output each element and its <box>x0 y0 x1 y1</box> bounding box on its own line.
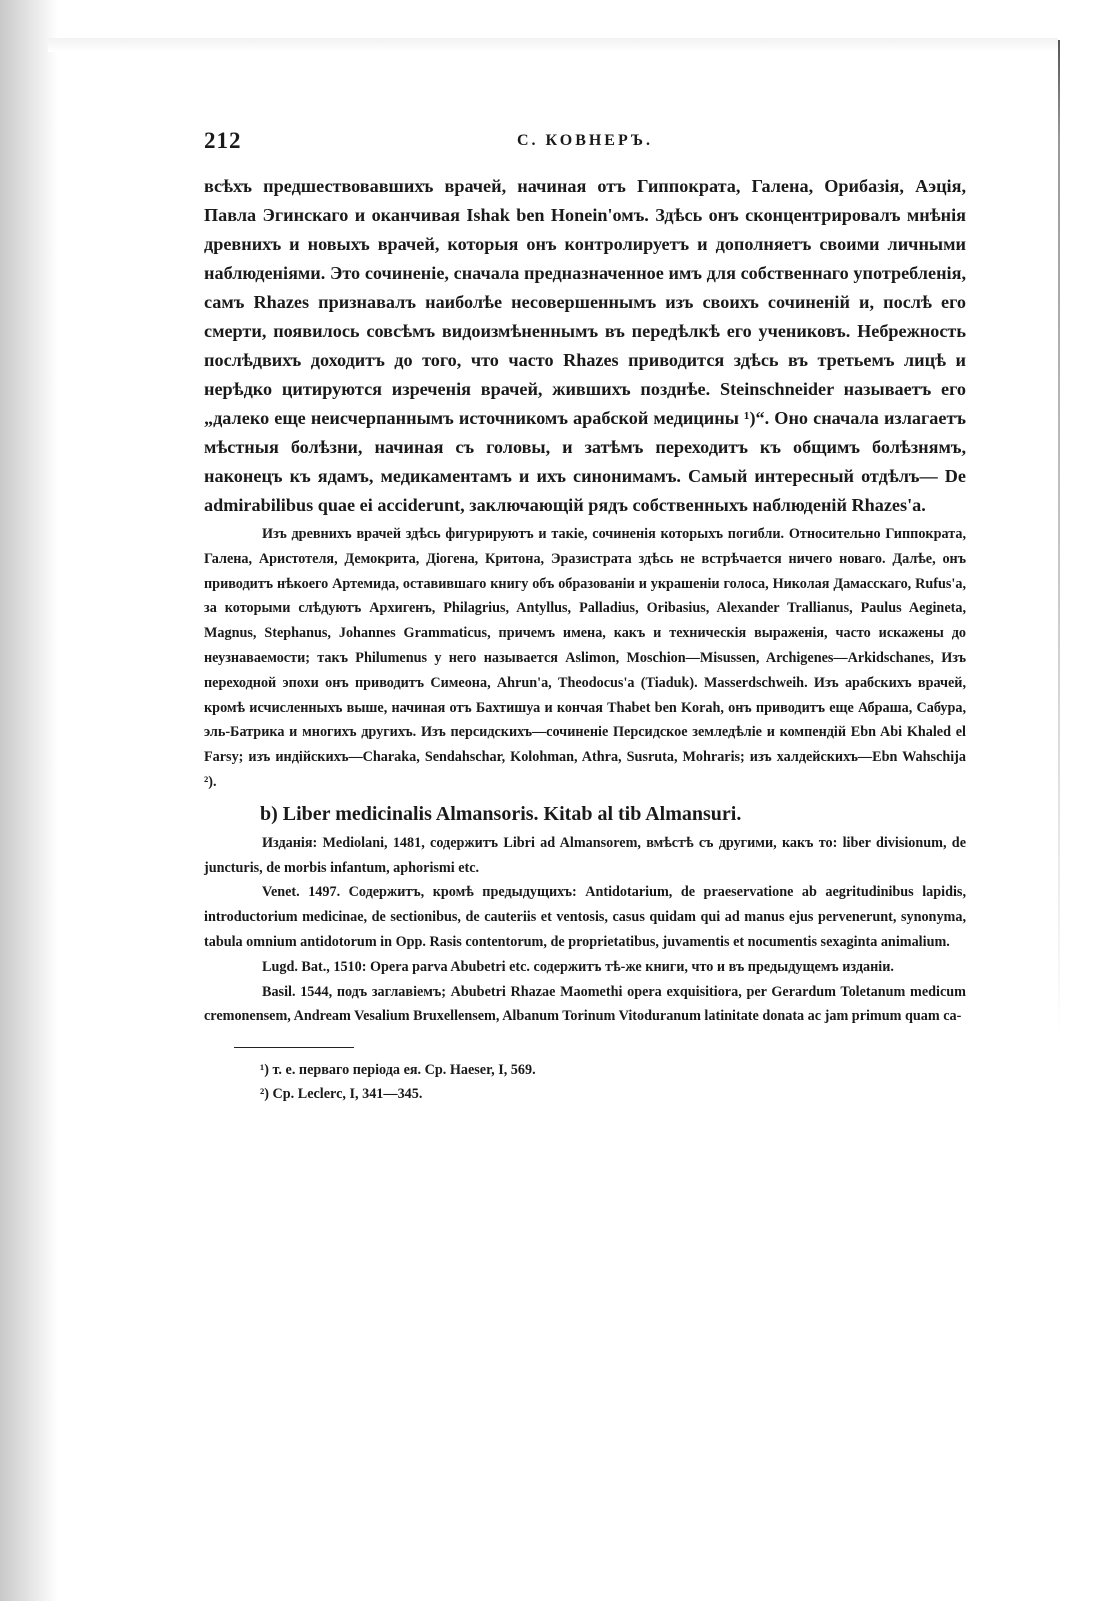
footnotes <box>204 1058 966 1106</box>
book-page <box>204 128 966 1106</box>
main-paragraph: всѣхъ предшествовавшихъ врачей, начиная отъ Гиппократа, Галена, Орибазія, Аэція, Павла Эгинскаго и оканчивая Ishak ben Honein'омъ. Здѣсь онъ сконцентрировалъ мнѣнія древнихъ и новыхъ врачей, которыя онъ контролируетъ и дополняетъ своими личными наблюденіями. Это сочиненіе, сначала предназначенное имъ для собственнаго употребленія, самъ Rhazes признавалъ наиболѣе несовершеннымъ изъ своихъ сочиненій и, послѣ его смерти, появилось совсѣмъ видоизмѣненнымъ въ передѣлкѣ его учениковъ. Небрежность послѣдвихъ доходитъ до того, что часто Rhazes приводится здѣсь въ третьемъ лицѣ и нерѣдко цитируются изреченія врачей, жившихъ позднѣе. Steinschneider называетъ его „далеко еще неисчерпаннымъ источникомъ арабской медицины ¹)“. Оно сначала излагаетъ мѣстныя болѣзни, начиная съ головы, и затѣмъ переходитъ къ общимъ болѣзнямъ, наконецъ къ ядамъ, медикаментамъ и ихъ синонимамъ. Самый интересный отдѣлъ— De admirabilibus quae ei acciderunt, заключающій рядъ собственныхъ наблюденій Rhazes'а. <box>204 176 966 515</box>
editions-paragraph-2: Venet. 1497. Содержитъ, кромѣ предыдущихъ: Antidotarium, de praeservatione ab aegritudinibus lapidis, introductorium medicinae, de sectionibus, de cauteriis et ventosis, casus quidam qui ad manus ejus pervenerunt, synonyma, tabula omnium antidotorum in Opp. Rasis contentorum, de proprietatibus, juvamentis et nocumentis sexaginta animalium. <box>204 884 966 950</box>
editions-paragraph-1: Изданія: Mediolani, 1481, содержитъ Libri ad Almansorem, вмѣстѣ съ другими, какъ то: liber divisionum, de juncturis, de morbis infantum, aphorismi etc. <box>204 834 966 876</box>
main-text <box>204 172 966 520</box>
scan-shadow-top <box>48 38 1058 52</box>
small-print-section <box>204 522 966 1029</box>
section-heading: b) Liber medicinalis Almansoris. Kitab al tib Almansuri. <box>260 802 742 825</box>
sources-paragraph: Изъ древнихъ врачей здѣсь фигурируютъ и такіе, сочиненія которыхъ погибли. Относительно Гиппократа, Галена, Аристотеля, Демокрита, Діогена, Критона, Эразистрата здѣсь не встрѣчается ничего новаго. Далѣе, онъ приводитъ нѣкоего Артемида, оставившаго книгу объ образованіи и украшеніи голоса, Николая Дамасскаго, Rufus'а, за которыми слѣдуютъ Архигенъ, Philagrius, Antyllus, Palladius, Oribasius, Alexander Trallianus, Paulus Aegineta, Magnus, Stephanus, Johannes Grammaticus, причемъ имена, какъ и техническія выраженія, часто искажены до неузнаваемости; такъ Philumenus у него называется Aslimon, Moschion—Misussen, Archigenes—Arkidschanes, Изъ переходной эпохи онъ приводитъ Симеона, Ahrun'а, Theodocus'а (Tiaduk). Masserdschweih. Изъ арабскихъ врачей, кромѣ исчисленныхъ выше, начиная отъ Бахтишуа и кончая Thabet ben Korah, онъ приводитъ еще Абраша, Сабура, эль-Батрика и многихъ другихъ. Изъ персидскихъ—сочиненіе Персидское земледѣліе и компендій Ebn Abi Khaled el Farsy; изъ индійскихъ—Charaka, Sendahschar, Kolohman, Athra, Susruta, Mohraris; изъ халдейскихъ—Ebn Wahschija ²). <box>204 526 966 790</box>
editions-paragraph-4: Basil. 1544, подъ заглавіемъ; Abubetri Rhazae Maomethi opera exquisitiora, per Gerardum Toletanum medicum cremonensem, Andream Vesalium Bruxellensem, Albanum Torinum Vitoduranum latinitate donata ac jam primum quam ca- <box>204 983 966 1025</box>
running-head <box>204 128 966 162</box>
footnote-divider <box>234 1047 354 1048</box>
header-author: С. КОВНЕРЪ. <box>516 132 653 149</box>
footnote-1: ¹) т. е. перваго періода ея. Ср. Haeser, I, 569. <box>260 1062 536 1079</box>
page-number: 212 <box>204 128 242 153</box>
scan-edge-right <box>1058 40 1060 1040</box>
scan-shadow-left <box>0 0 58 1601</box>
footnote-2: ²) Ср. Leclerc, I, 341—345. <box>260 1086 423 1103</box>
editions-paragraph-3: Lugd. Bat., 1510: Opera parva Abubetri etc. содержитъ тѣ-же книги, что и въ предыдущемъ изданіи. <box>262 958 894 975</box>
